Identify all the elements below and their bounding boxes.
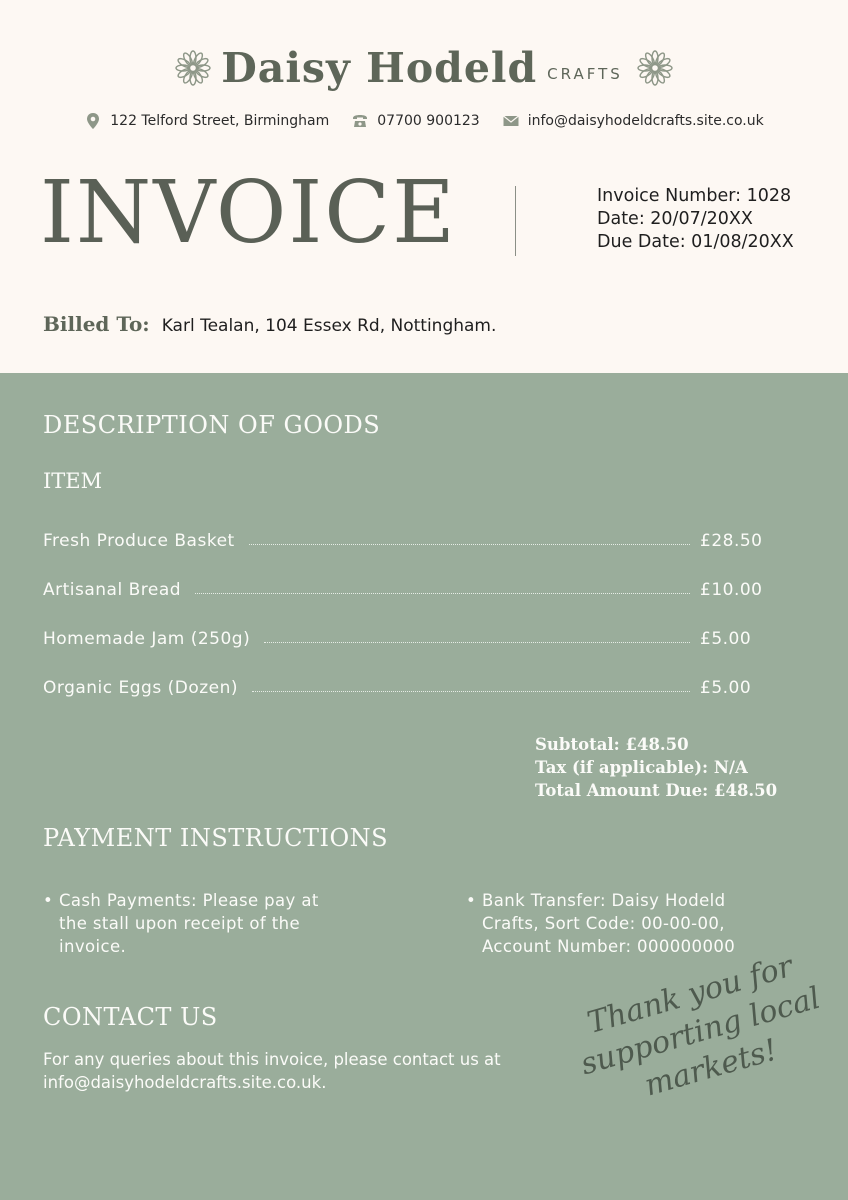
- payment-bank: • Bank Transfer: Daisy Hodeld Crafts, Sort Code: 00-00-00, Account Number: 000000000: [466, 891, 736, 956]
- dotted-leader: [195, 593, 690, 594]
- email-text[interactable]: info@daisyhodeldcrafts.site.co.uk: [527, 113, 764, 129]
- payment-bank-text: Bank Transfer: Daisy Hodeld Crafts, Sort Code: 00-00-00, Account Number: 000000000: [482, 891, 736, 956]
- address: [84, 112, 329, 130]
- billed-to-value: Karl Tealan, 104 Essex Rd, Nottingham.: [161, 316, 497, 336]
- brand-name: Daisy Hodeld: [221, 44, 538, 92]
- invoice-title: INVOICE: [40, 163, 457, 263]
- invoice-number: Invoice Number: 1028: [597, 186, 792, 206]
- item-price: £5.00: [700, 629, 752, 649]
- envelope-icon: [502, 112, 520, 130]
- address-text: 122 Telford Street, Birmingham: [110, 113, 330, 129]
- contact-text: For any queries about this invoice, please contact us at info@daisyhodeldcrafts.site.co.uk.: [43, 1050, 501, 1092]
- invoice-due-date: Due Date: 01/08/20XX: [597, 232, 794, 252]
- body-section: [0, 373, 848, 1200]
- list-item: [43, 531, 768, 551]
- payment-cash: • Cash Payments: Please pay at the stall upon receipt of the invoice.: [43, 891, 319, 956]
- list-item: [43, 678, 768, 698]
- phone-icon: [351, 112, 369, 130]
- dotted-leader: [252, 691, 690, 692]
- item-name: Fresh Produce Basket: [43, 531, 235, 551]
- total-amount-due: Total Amount Due: £48.50: [535, 781, 778, 800]
- list-item: [43, 580, 768, 600]
- payment-cash-text: Cash Payments: Please pay at the stall upon receipt of the invoice.: [59, 891, 319, 956]
- daisy-icon: [175, 50, 211, 86]
- thank-you-signature: Thank you for supporting local markets!: [576, 948, 825, 1104]
- contact-row: [0, 112, 848, 130]
- header-section: [0, 0, 848, 373]
- totals: [535, 733, 777, 802]
- item-name: Homemade Jam (250g): [43, 629, 251, 649]
- dotted-leader: [264, 642, 690, 643]
- divider: [515, 186, 516, 256]
- location-pin-icon: [84, 112, 102, 130]
- phone: [351, 112, 479, 130]
- invoice-meta: [597, 185, 794, 254]
- item-header: ITEM: [43, 469, 103, 493]
- item-price: £10.00: [700, 580, 763, 600]
- item-name: Artisanal Bread: [43, 580, 182, 600]
- subtotal: Subtotal: £48.50: [535, 735, 689, 754]
- billed-to-label: Billed To:: [43, 312, 150, 336]
- phone-text: 07700 900123: [377, 113, 480, 129]
- contact-section-title: CONTACT US: [43, 1003, 218, 1031]
- list-item: [43, 629, 768, 649]
- invoice-date: Date: 20/07/20XX: [597, 209, 753, 229]
- item-price: £28.50: [700, 531, 763, 551]
- billed-to: [43, 312, 496, 336]
- brand: [0, 44, 848, 92]
- goods-section-title: DESCRIPTION OF GOODS: [43, 411, 381, 439]
- dotted-leader: [249, 544, 690, 545]
- tax: Tax (if applicable): N/A: [535, 758, 748, 777]
- item-price: £5.00: [700, 678, 752, 698]
- brand-suffix: CRAFTS: [547, 65, 623, 83]
- email: [502, 112, 764, 130]
- daisy-icon: [637, 50, 673, 86]
- payment-section-title: PAYMENT INSTRUCTIONS: [43, 824, 389, 852]
- item-name: Organic Eggs (Dozen): [43, 678, 239, 698]
